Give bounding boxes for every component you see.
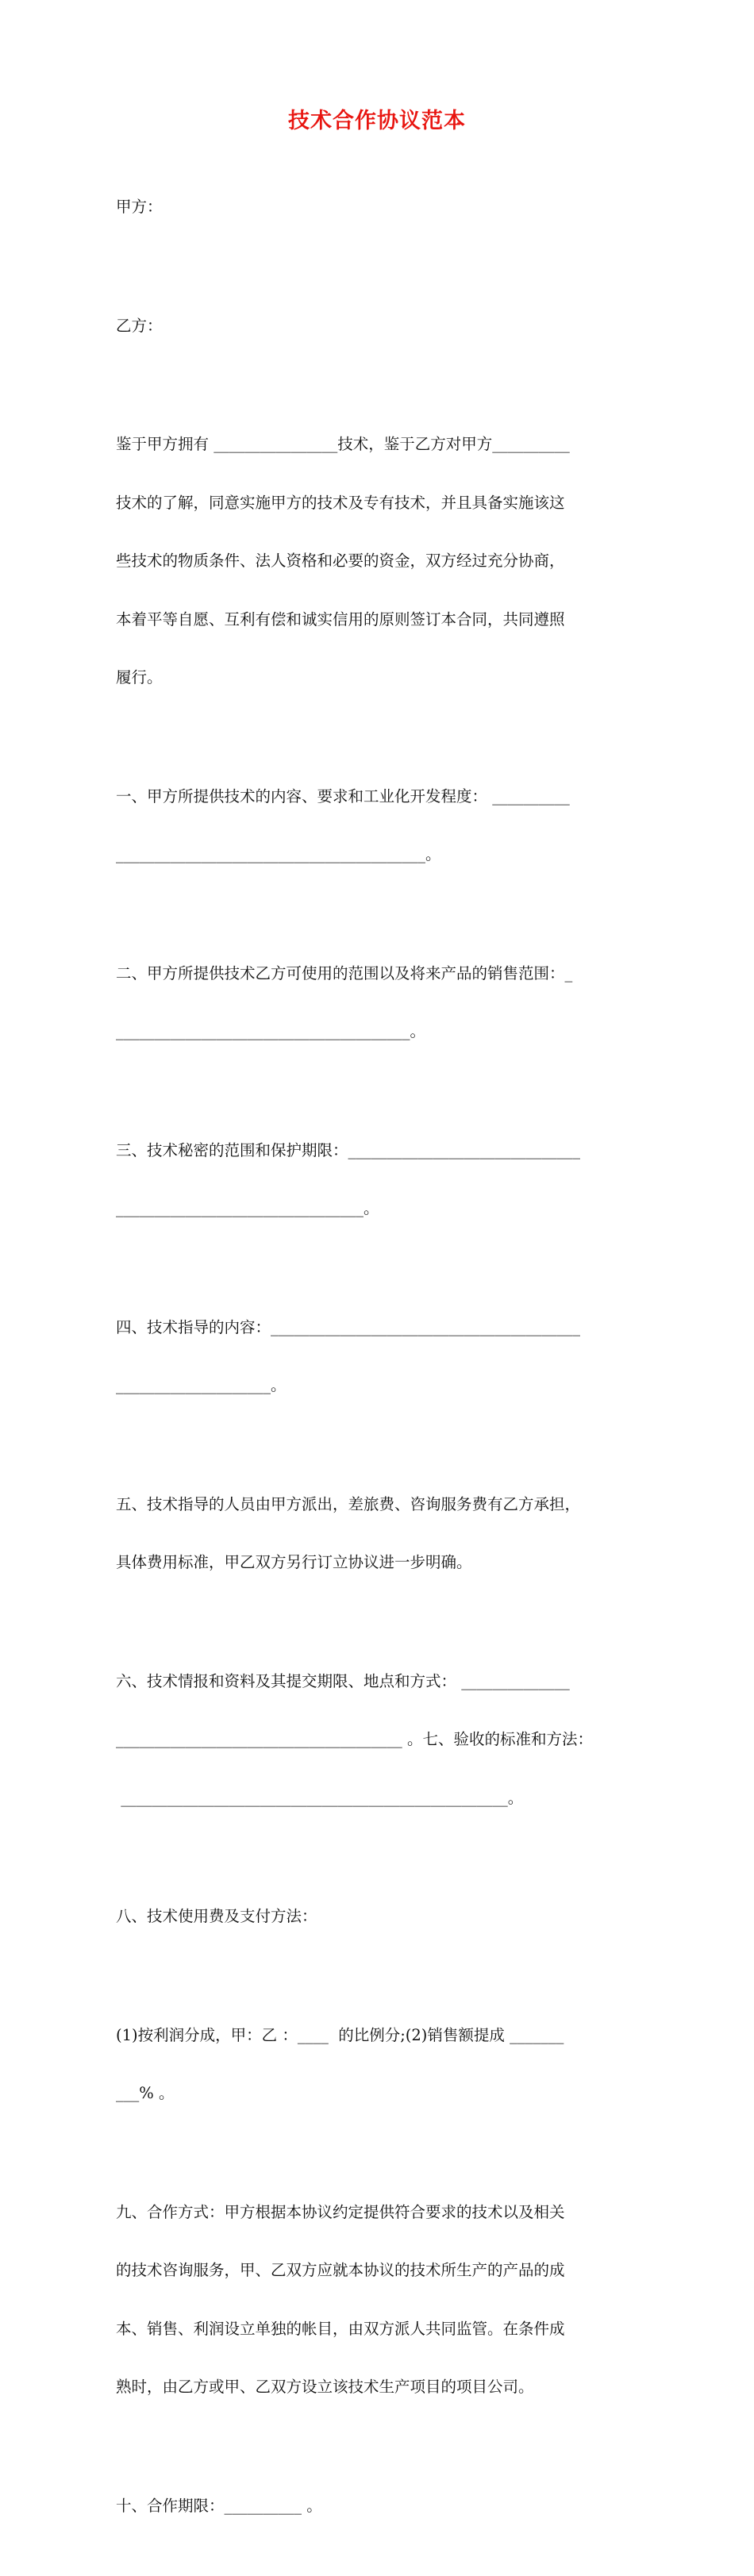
text-line: 十、合作期限：__________ 。 — [116, 2496, 322, 2515]
text-line: 熟时，由乙方或甲、乙双方设立该技术生产项目的项目公司。 — [116, 2378, 534, 2396]
text-line: 些技术的物质条件、法人资格和必要的资金，双方经过充分协商， — [116, 552, 565, 570]
text-line: 鉴于甲方拥有 ________________技术，鉴于乙方对甲方__________ — [116, 435, 570, 453]
party-a-line — [116, 159, 641, 256]
text-line: ____________________。 — [116, 1376, 287, 1394]
preamble-paragraph — [116, 396, 641, 727]
text-line: 五、技术指导的人员由甲方派出，差旅费、咨询服务费有乙方承担， — [116, 1494, 581, 1513]
party-b-line — [116, 278, 641, 375]
text-line: 本着平等自愿、互利有偿和诚实信用的原则签订本合同，共同遵照 — [116, 609, 565, 629]
document-body — [116, 159, 641, 2576]
text-line: 履行。 — [116, 668, 163, 686]
clause-4 — [116, 1279, 641, 1435]
text-line: _____________________________________ 。七、验收的标准和方法： — [116, 1730, 593, 1748]
payment-method — [116, 1987, 641, 2143]
clause-1 — [116, 748, 641, 904]
text-line: 六、技术情报和资料及其提交期限、地点和方式： ______________ — [116, 1671, 570, 1690]
clause-9 — [116, 2164, 641, 2436]
text-line: 三、技术秘密的范围和保护期限：______________________________ — [116, 1140, 581, 1159]
text-line: 二、甲方所提供技术乙方可使用的范围以及将来产品的销售范围：_ — [116, 963, 573, 982]
clause-6-7 — [116, 1633, 641, 1847]
clause-3 — [116, 1102, 641, 1258]
clause-5 — [116, 1456, 641, 1612]
text-line: ______________________________________。 — [116, 1022, 425, 1040]
clause-2 — [116, 925, 641, 1081]
text-line: 本、销售、利润设立单独的帐目，由双方派人共同监管。在条件成 — [116, 2319, 565, 2338]
text-line: (1)按利润分成，甲：乙 ：____ 的比例分;(2)销售额提成 _______ — [116, 2025, 564, 2044]
text-line: 八、技术使用费及支付方法： — [116, 1907, 317, 1925]
text-line: 一、甲方所提供技术的内容、要求和工业化开发程度： __________ — [116, 786, 570, 805]
document-title: 技术合作协议范本 — [288, 109, 466, 133]
clause-10 — [116, 2458, 641, 2555]
text-line: 具体费用标准，甲乙双方另行订立协议进一步明确。 — [116, 1553, 472, 1571]
text-line: __________________________________________________。 — [116, 1788, 524, 1807]
text-line: 的技术咨询服务，甲、乙双方应就本协议的技术所生产的产品的成 — [116, 2261, 565, 2279]
text-line: 乙方： — [116, 316, 163, 335]
text-line: ___% 。 — [116, 2084, 175, 2102]
clause-8 — [116, 1868, 641, 1966]
text-line: 技术的了解，同意实施甲方的技术及专有技术，并且具备实施该这 — [116, 493, 565, 512]
text-line: ________________________________________。 — [116, 845, 441, 863]
text-line: 甲方： — [116, 198, 163, 216]
text-line: 九、合作方式：甲方根据本协议约定提供符合要求的技术以及相关 — [116, 2202, 565, 2221]
text-line: ________________________________。 — [116, 1199, 379, 1217]
text-line: 四、技术指导的内容：________________________________________ — [116, 1317, 581, 1336]
